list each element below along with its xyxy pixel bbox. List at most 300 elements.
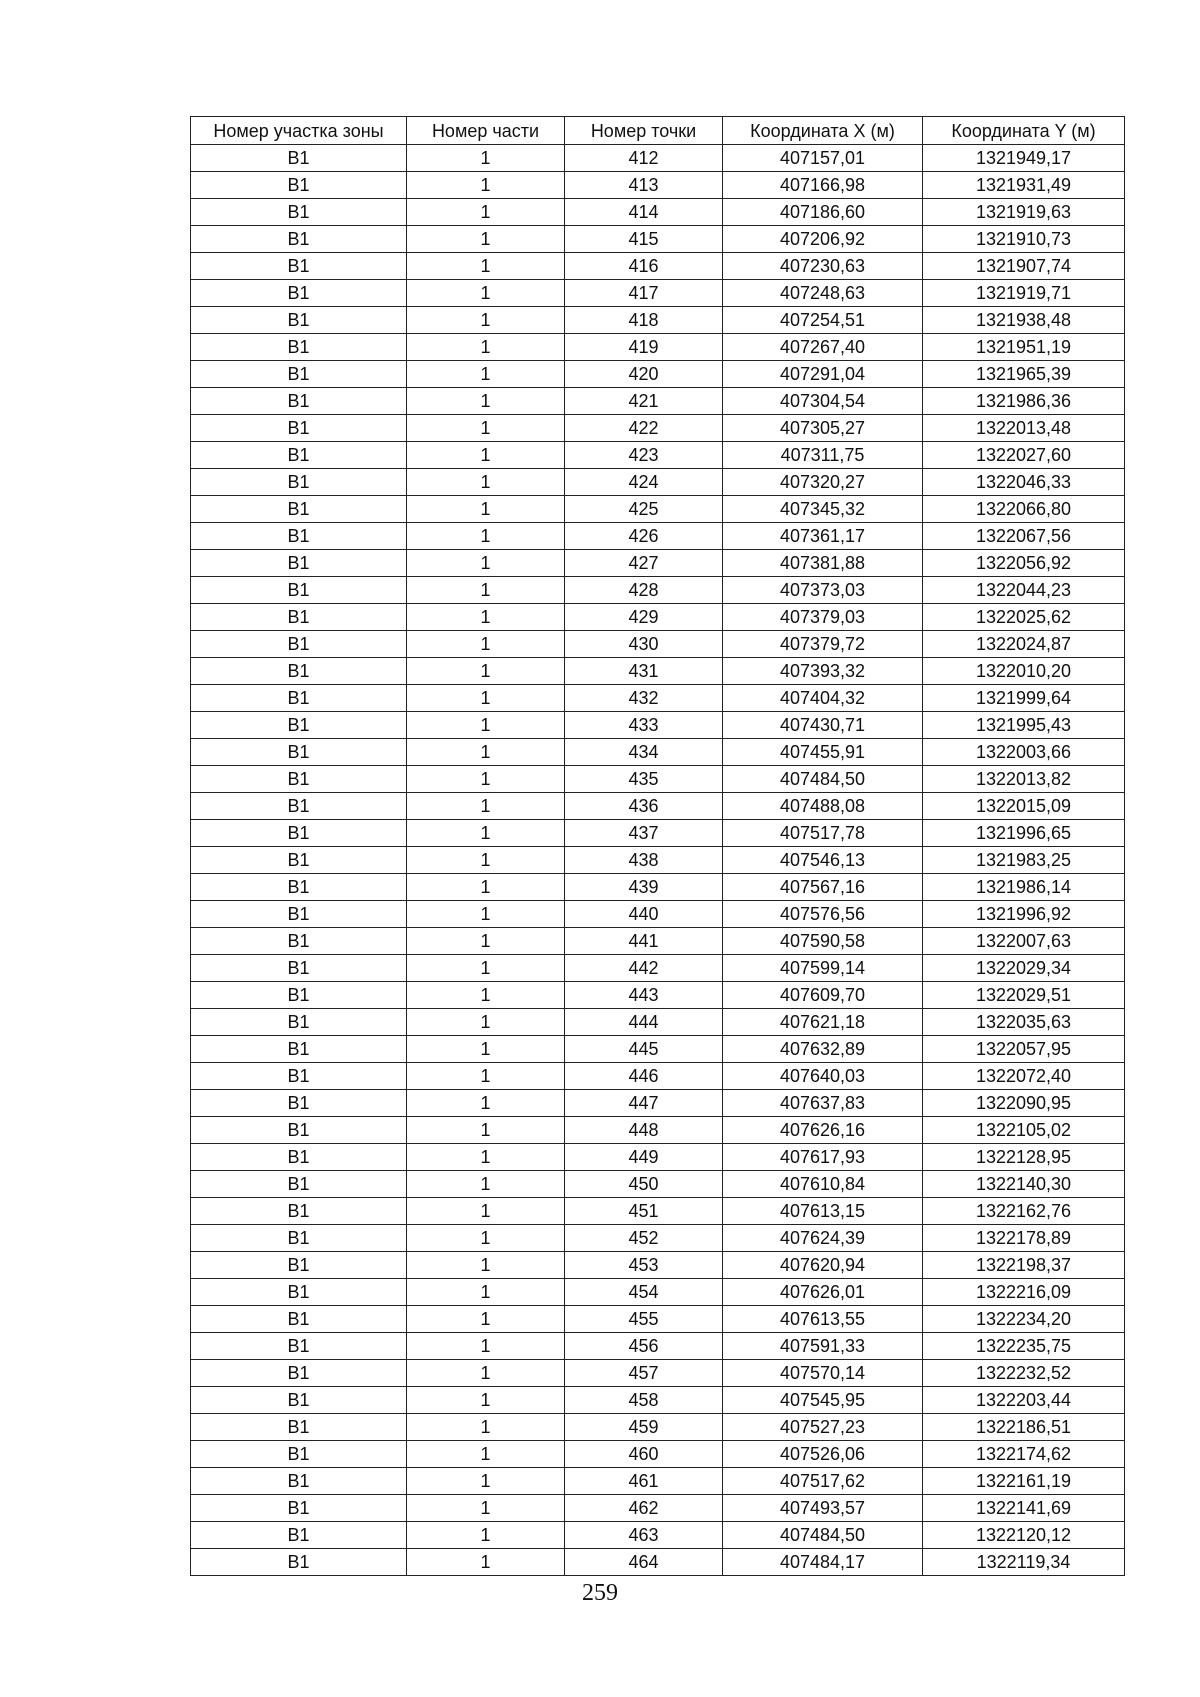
- table-row: [191, 1495, 1125, 1522]
- zone-section-cell: В1: [191, 847, 407, 874]
- point-number-cell: 464: [565, 1549, 723, 1576]
- table-row: [191, 685, 1125, 712]
- table-row: [191, 334, 1125, 361]
- point-number-cell: 450: [565, 1171, 723, 1198]
- point-number-cell: 423: [565, 442, 723, 469]
- point-number-cell: 441: [565, 928, 723, 955]
- coordinate-x-cell: 407166,98: [723, 172, 923, 199]
- part-number-cell: 1: [407, 1144, 565, 1171]
- table-row: [191, 1549, 1125, 1576]
- table-row: [191, 253, 1125, 280]
- coordinate-x-cell: 407404,32: [723, 685, 923, 712]
- table-row: [191, 874, 1125, 901]
- coordinate-x-cell: 407576,56: [723, 901, 923, 928]
- coordinate-y-cell: 1322013,48: [923, 415, 1125, 442]
- coordinate-y-cell: 1322174,62: [923, 1441, 1125, 1468]
- point-number-cell: 454: [565, 1279, 723, 1306]
- part-number-cell: 1: [407, 226, 565, 253]
- zone-section-cell: В1: [191, 1090, 407, 1117]
- coordinate-y-cell: 1321907,74: [923, 253, 1125, 280]
- coordinate-y-cell: 1322141,69: [923, 1495, 1125, 1522]
- coordinate-x-cell: 407621,18: [723, 1009, 923, 1036]
- table-row: [191, 1333, 1125, 1360]
- point-number-cell: 447: [565, 1090, 723, 1117]
- point-number-cell: 438: [565, 847, 723, 874]
- coordinate-x-cell: 407484,50: [723, 766, 923, 793]
- point-number-cell: 412: [565, 145, 723, 172]
- part-number-cell: 1: [407, 1009, 565, 1036]
- coordinate-x-cell: 407517,78: [723, 820, 923, 847]
- coordinate-x-cell: 407640,03: [723, 1063, 923, 1090]
- point-number-cell: 448: [565, 1117, 723, 1144]
- coordinate-x-cell: 407455,91: [723, 739, 923, 766]
- point-number-cell: 458: [565, 1387, 723, 1414]
- point-number-cell: 426: [565, 523, 723, 550]
- coordinate-x-cell: 407626,01: [723, 1279, 923, 1306]
- zone-section-cell: В1: [191, 334, 407, 361]
- coordinate-y-cell: 1322003,66: [923, 739, 1125, 766]
- point-number-cell: 459: [565, 1414, 723, 1441]
- zone-section-cell: В1: [191, 1198, 407, 1225]
- point-number-cell: 463: [565, 1522, 723, 1549]
- table-row: [191, 766, 1125, 793]
- zone-section-cell: В1: [191, 550, 407, 577]
- point-number-cell: 416: [565, 253, 723, 280]
- table-row: [191, 226, 1125, 253]
- zone-section-cell: В1: [191, 739, 407, 766]
- zone-section-cell: В1: [191, 1144, 407, 1171]
- coordinate-y-cell: 1322013,82: [923, 766, 1125, 793]
- part-number-cell: 1: [407, 604, 565, 631]
- zone-section-cell: В1: [191, 766, 407, 793]
- header-coordinate-y: Координата Y (м): [923, 117, 1125, 145]
- coordinate-x-cell: 407248,63: [723, 280, 923, 307]
- part-number-cell: 1: [407, 577, 565, 604]
- coordinates-table-container: [190, 116, 1124, 1576]
- point-number-cell: 451: [565, 1198, 723, 1225]
- coordinate-x-cell: 407393,32: [723, 658, 923, 685]
- zone-section-cell: В1: [191, 496, 407, 523]
- coordinate-x-cell: 407637,83: [723, 1090, 923, 1117]
- point-number-cell: 427: [565, 550, 723, 577]
- coordinate-y-cell: 1322066,80: [923, 496, 1125, 523]
- table-row: [191, 982, 1125, 1009]
- coordinate-y-cell: 1322234,20: [923, 1306, 1125, 1333]
- zone-section-cell: В1: [191, 1387, 407, 1414]
- coordinate-y-cell: 1322015,09: [923, 793, 1125, 820]
- coordinate-x-cell: 407381,88: [723, 550, 923, 577]
- coordinate-x-cell: 407345,32: [723, 496, 923, 523]
- coordinate-x-cell: 407613,15: [723, 1198, 923, 1225]
- coordinate-x-cell: 407610,84: [723, 1171, 923, 1198]
- part-number-cell: 1: [407, 766, 565, 793]
- point-number-cell: 449: [565, 1144, 723, 1171]
- zone-section-cell: В1: [191, 1333, 407, 1360]
- table-row: [191, 1387, 1125, 1414]
- coordinate-x-cell: 407527,23: [723, 1414, 923, 1441]
- coordinate-y-cell: 1322007,63: [923, 928, 1125, 955]
- coordinate-y-cell: 1322029,34: [923, 955, 1125, 982]
- part-number-cell: 1: [407, 280, 565, 307]
- point-number-cell: 422: [565, 415, 723, 442]
- coordinate-y-cell: 1322056,92: [923, 550, 1125, 577]
- part-number-cell: 1: [407, 334, 565, 361]
- zone-section-cell: В1: [191, 1441, 407, 1468]
- coordinate-x-cell: 407609,70: [723, 982, 923, 1009]
- zone-section-cell: В1: [191, 469, 407, 496]
- table-row: [191, 658, 1125, 685]
- coordinate-y-cell: 1322178,89: [923, 1225, 1125, 1252]
- coordinate-x-cell: 407545,95: [723, 1387, 923, 1414]
- coordinate-x-cell: 407526,06: [723, 1441, 923, 1468]
- coordinate-y-cell: 1321986,14: [923, 874, 1125, 901]
- zone-section-cell: В1: [191, 874, 407, 901]
- coordinate-x-cell: 407304,54: [723, 388, 923, 415]
- coordinate-x-cell: 407379,72: [723, 631, 923, 658]
- part-number-cell: 1: [407, 1225, 565, 1252]
- part-number-cell: 1: [407, 1414, 565, 1441]
- zone-section-cell: В1: [191, 1225, 407, 1252]
- header-part-number: Номер части: [407, 117, 565, 145]
- table-row: [191, 145, 1125, 172]
- part-number-cell: 1: [407, 307, 565, 334]
- coordinate-y-cell: 1322140,30: [923, 1171, 1125, 1198]
- table-row: [191, 280, 1125, 307]
- point-number-cell: 436: [565, 793, 723, 820]
- table-row: [191, 1414, 1125, 1441]
- part-number-cell: 1: [407, 415, 565, 442]
- zone-section-cell: В1: [191, 388, 407, 415]
- coordinate-x-cell: 407484,50: [723, 1522, 923, 1549]
- zone-section-cell: В1: [191, 199, 407, 226]
- zone-section-cell: В1: [191, 685, 407, 712]
- zone-section-cell: В1: [191, 1549, 407, 1576]
- coordinate-x-cell: 407484,17: [723, 1549, 923, 1576]
- coordinate-y-cell: 1322025,62: [923, 604, 1125, 631]
- point-number-cell: 414: [565, 199, 723, 226]
- coordinate-y-cell: 1321996,92: [923, 901, 1125, 928]
- part-number-cell: 1: [407, 739, 565, 766]
- part-number-cell: 1: [407, 1090, 565, 1117]
- point-number-cell: 420: [565, 361, 723, 388]
- table-row: [191, 820, 1125, 847]
- coordinates-table: [190, 116, 1125, 1576]
- part-number-cell: 1: [407, 1360, 565, 1387]
- table-row: [191, 1360, 1125, 1387]
- part-number-cell: 1: [407, 1171, 565, 1198]
- part-number-cell: 1: [407, 172, 565, 199]
- point-number-cell: 456: [565, 1333, 723, 1360]
- part-number-cell: 1: [407, 874, 565, 901]
- point-number-cell: 425: [565, 496, 723, 523]
- table-row: [191, 388, 1125, 415]
- part-number-cell: 1: [407, 1441, 565, 1468]
- coordinate-y-cell: 1322120,12: [923, 1522, 1125, 1549]
- coordinate-y-cell: 1322128,95: [923, 1144, 1125, 1171]
- zone-section-cell: В1: [191, 145, 407, 172]
- point-number-cell: 417: [565, 280, 723, 307]
- table-row: [191, 739, 1125, 766]
- zone-section-cell: В1: [191, 1252, 407, 1279]
- table-header: [191, 117, 1125, 145]
- coordinate-x-cell: 407620,94: [723, 1252, 923, 1279]
- zone-section-cell: В1: [191, 1063, 407, 1090]
- point-number-cell: 429: [565, 604, 723, 631]
- coordinate-x-cell: 407186,60: [723, 199, 923, 226]
- zone-section-cell: В1: [191, 280, 407, 307]
- coordinate-y-cell: 1322057,95: [923, 1036, 1125, 1063]
- zone-section-cell: В1: [191, 1306, 407, 1333]
- part-number-cell: 1: [407, 685, 565, 712]
- table-row: [191, 1279, 1125, 1306]
- table-row: [191, 496, 1125, 523]
- coordinate-x-cell: 407305,27: [723, 415, 923, 442]
- coordinate-y-cell: 1321965,39: [923, 361, 1125, 388]
- table-row: [191, 550, 1125, 577]
- zone-section-cell: В1: [191, 1360, 407, 1387]
- point-number-cell: 455: [565, 1306, 723, 1333]
- part-number-cell: 1: [407, 982, 565, 1009]
- zone-section-cell: В1: [191, 577, 407, 604]
- part-number-cell: 1: [407, 658, 565, 685]
- table-row: [191, 1252, 1125, 1279]
- point-number-cell: 442: [565, 955, 723, 982]
- point-number-cell: 446: [565, 1063, 723, 1090]
- coordinate-y-cell: 1322235,75: [923, 1333, 1125, 1360]
- part-number-cell: 1: [407, 1063, 565, 1090]
- header-zone-section: Номер участка зоны: [191, 117, 407, 145]
- table-row: [191, 1441, 1125, 1468]
- part-number-cell: 1: [407, 1036, 565, 1063]
- coordinate-x-cell: 407291,04: [723, 361, 923, 388]
- header-row: [191, 117, 1125, 145]
- coordinate-x-cell: 407267,40: [723, 334, 923, 361]
- zone-section-cell: В1: [191, 793, 407, 820]
- table-row: [191, 1306, 1125, 1333]
- zone-section-cell: В1: [191, 1279, 407, 1306]
- point-number-cell: 418: [565, 307, 723, 334]
- point-number-cell: 445: [565, 1036, 723, 1063]
- part-number-cell: 1: [407, 820, 565, 847]
- part-number-cell: 1: [407, 253, 565, 280]
- zone-section-cell: В1: [191, 226, 407, 253]
- zone-section-cell: В1: [191, 1171, 407, 1198]
- coordinate-y-cell: 1322067,56: [923, 523, 1125, 550]
- coordinate-y-cell: 1321986,36: [923, 388, 1125, 415]
- part-number-cell: 1: [407, 388, 565, 415]
- table-row: [191, 1090, 1125, 1117]
- point-number-cell: 461: [565, 1468, 723, 1495]
- zone-section-cell: В1: [191, 1117, 407, 1144]
- part-number-cell: 1: [407, 361, 565, 388]
- coordinate-x-cell: 407567,16: [723, 874, 923, 901]
- coordinate-x-cell: 407320,27: [723, 469, 923, 496]
- point-number-cell: 435: [565, 766, 723, 793]
- point-number-cell: 443: [565, 982, 723, 1009]
- point-number-cell: 434: [565, 739, 723, 766]
- table-body: [191, 145, 1125, 1576]
- zone-section-cell: В1: [191, 442, 407, 469]
- coordinate-y-cell: 1322162,76: [923, 1198, 1125, 1225]
- part-number-cell: 1: [407, 712, 565, 739]
- coordinate-y-cell: 1322105,02: [923, 1117, 1125, 1144]
- coordinate-y-cell: 1322198,37: [923, 1252, 1125, 1279]
- coordinate-x-cell: 407591,33: [723, 1333, 923, 1360]
- part-number-cell: 1: [407, 955, 565, 982]
- table-row: [191, 523, 1125, 550]
- table-row: [191, 415, 1125, 442]
- coordinate-y-cell: 1321951,19: [923, 334, 1125, 361]
- zone-section-cell: В1: [191, 415, 407, 442]
- coordinate-y-cell: 1321919,63: [923, 199, 1125, 226]
- part-number-cell: 1: [407, 1198, 565, 1225]
- coordinate-y-cell: 1322232,52: [923, 1360, 1125, 1387]
- zone-section-cell: В1: [191, 1522, 407, 1549]
- point-number-cell: 430: [565, 631, 723, 658]
- zone-section-cell: В1: [191, 928, 407, 955]
- point-number-cell: 432: [565, 685, 723, 712]
- coordinate-y-cell: 1321919,71: [923, 280, 1125, 307]
- point-number-cell: 439: [565, 874, 723, 901]
- coordinate-x-cell: 407632,89: [723, 1036, 923, 1063]
- point-number-cell: 413: [565, 172, 723, 199]
- coordinate-x-cell: 407488,08: [723, 793, 923, 820]
- coordinate-x-cell: 407361,17: [723, 523, 923, 550]
- coordinate-y-cell: 1322072,40: [923, 1063, 1125, 1090]
- table-row: [191, 793, 1125, 820]
- coordinate-y-cell: 1322029,51: [923, 982, 1125, 1009]
- coordinate-x-cell: 407230,63: [723, 253, 923, 280]
- header-coordinate-x: Координата X (м): [723, 117, 923, 145]
- table-row: [191, 1225, 1125, 1252]
- coordinate-x-cell: 407311,75: [723, 442, 923, 469]
- coordinate-y-cell: 1321996,65: [923, 820, 1125, 847]
- part-number-cell: 1: [407, 469, 565, 496]
- coordinate-y-cell: 1321938,48: [923, 307, 1125, 334]
- zone-section-cell: В1: [191, 1036, 407, 1063]
- coordinate-x-cell: 407379,03: [723, 604, 923, 631]
- table-row: [191, 901, 1125, 928]
- coordinate-y-cell: 1322216,09: [923, 1279, 1125, 1306]
- table-row: [191, 928, 1125, 955]
- table-row: [191, 1144, 1125, 1171]
- coordinate-y-cell: 1321999,64: [923, 685, 1125, 712]
- coordinate-y-cell: 1321949,17: [923, 145, 1125, 172]
- zone-section-cell: В1: [191, 1414, 407, 1441]
- table-row: [191, 172, 1125, 199]
- point-number-cell: 431: [565, 658, 723, 685]
- part-number-cell: 1: [407, 1495, 565, 1522]
- zone-section-cell: В1: [191, 307, 407, 334]
- coordinate-x-cell: 407157,01: [723, 145, 923, 172]
- coordinate-y-cell: 1322024,87: [923, 631, 1125, 658]
- part-number-cell: 1: [407, 496, 565, 523]
- zone-section-cell: В1: [191, 631, 407, 658]
- table-row: [191, 712, 1125, 739]
- part-number-cell: 1: [407, 1468, 565, 1495]
- coordinate-y-cell: 1322203,44: [923, 1387, 1125, 1414]
- coordinate-x-cell: 407570,14: [723, 1360, 923, 1387]
- table-row: [191, 604, 1125, 631]
- coordinate-x-cell: 407206,92: [723, 226, 923, 253]
- table-row: [191, 631, 1125, 658]
- table-row: [191, 1009, 1125, 1036]
- part-number-cell: 1: [407, 442, 565, 469]
- coordinate-y-cell: 1321995,43: [923, 712, 1125, 739]
- part-number-cell: 1: [407, 199, 565, 226]
- zone-section-cell: В1: [191, 361, 407, 388]
- table-row: [191, 1063, 1125, 1090]
- coordinate-y-cell: 1322035,63: [923, 1009, 1125, 1036]
- coordinate-x-cell: 407373,03: [723, 577, 923, 604]
- table-row: [191, 1036, 1125, 1063]
- point-number-cell: 424: [565, 469, 723, 496]
- zone-section-cell: В1: [191, 712, 407, 739]
- zone-section-cell: В1: [191, 253, 407, 280]
- table-row: [191, 199, 1125, 226]
- coordinate-y-cell: 1322161,19: [923, 1468, 1125, 1495]
- coordinate-x-cell: 407254,51: [723, 307, 923, 334]
- point-number-cell: 415: [565, 226, 723, 253]
- coordinate-x-cell: 407493,57: [723, 1495, 923, 1522]
- part-number-cell: 1: [407, 901, 565, 928]
- zone-section-cell: В1: [191, 901, 407, 928]
- point-number-cell: 421: [565, 388, 723, 415]
- page-number: 259: [582, 1580, 618, 1606]
- coordinate-x-cell: 407613,55: [723, 1306, 923, 1333]
- zone-section-cell: В1: [191, 172, 407, 199]
- table-row: [191, 577, 1125, 604]
- coordinate-y-cell: 1322010,20: [923, 658, 1125, 685]
- part-number-cell: 1: [407, 1117, 565, 1144]
- header-point-number: Номер точки: [565, 117, 723, 145]
- table-row: [191, 469, 1125, 496]
- table-row: [191, 1522, 1125, 1549]
- zone-section-cell: В1: [191, 1495, 407, 1522]
- part-number-cell: 1: [407, 550, 565, 577]
- coordinate-x-cell: 407517,62: [723, 1468, 923, 1495]
- point-number-cell: 462: [565, 1495, 723, 1522]
- table-row: [191, 955, 1125, 982]
- table-row: [191, 1171, 1125, 1198]
- coordinate-x-cell: 407626,16: [723, 1117, 923, 1144]
- part-number-cell: 1: [407, 1252, 565, 1279]
- coordinate-x-cell: 407590,58: [723, 928, 923, 955]
- point-number-cell: 428: [565, 577, 723, 604]
- part-number-cell: 1: [407, 523, 565, 550]
- coordinate-x-cell: 407624,39: [723, 1225, 923, 1252]
- point-number-cell: 457: [565, 1360, 723, 1387]
- coordinate-y-cell: 1322044,23: [923, 577, 1125, 604]
- coordinate-y-cell: 1321910,73: [923, 226, 1125, 253]
- table-row: [191, 307, 1125, 334]
- zone-section-cell: В1: [191, 1468, 407, 1495]
- point-number-cell: 419: [565, 334, 723, 361]
- coordinate-x-cell: 407599,14: [723, 955, 923, 982]
- coordinate-y-cell: 1322186,51: [923, 1414, 1125, 1441]
- part-number-cell: 1: [407, 1522, 565, 1549]
- coordinate-y-cell: 1321931,49: [923, 172, 1125, 199]
- zone-section-cell: В1: [191, 982, 407, 1009]
- zone-section-cell: В1: [191, 523, 407, 550]
- part-number-cell: 1: [407, 1549, 565, 1576]
- coordinate-y-cell: 1322119,34: [923, 1549, 1125, 1576]
- coordinate-y-cell: 1322090,95: [923, 1090, 1125, 1117]
- part-number-cell: 1: [407, 1333, 565, 1360]
- part-number-cell: 1: [407, 1306, 565, 1333]
- part-number-cell: 1: [407, 847, 565, 874]
- zone-section-cell: В1: [191, 820, 407, 847]
